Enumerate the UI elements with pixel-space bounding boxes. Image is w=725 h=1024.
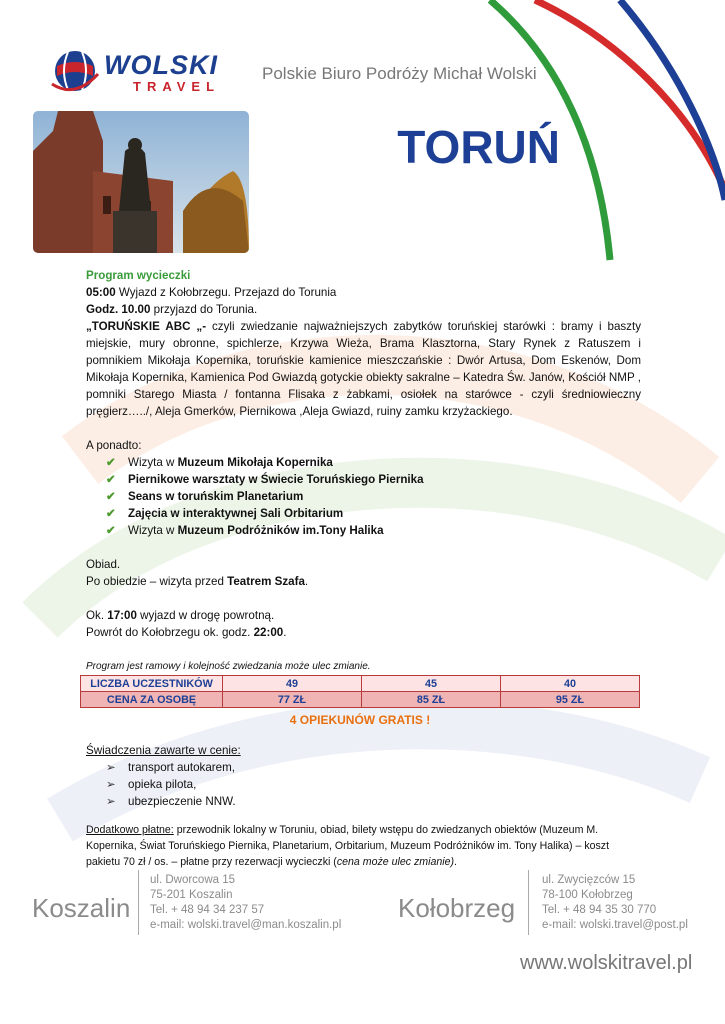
torun-abc-title: „TORUŃSKIE ABC „- — [86, 320, 207, 333]
return-text: Ok. — [86, 609, 108, 622]
extras-list — [86, 454, 641, 539]
included-section — [86, 742, 641, 810]
koszalin-city: Koszalin — [32, 893, 131, 923]
extra-bold: Muzeum Podróżników im.Tony Halika — [177, 524, 384, 537]
list-item — [106, 505, 641, 522]
table-cell: 95 ZŁ — [501, 692, 640, 708]
torun-abc-paragraph — [86, 318, 641, 420]
lunch-line: Obiad. — [86, 558, 121, 571]
logo-brand: WOLSKI — [104, 50, 218, 80]
return-time: 17:00 — [107, 609, 137, 622]
table-cell: 45 — [362, 676, 501, 692]
address-line: ul. Zwycięzców 15 — [542, 874, 636, 886]
program-heading: Program wycieczki — [86, 269, 191, 282]
divider — [138, 870, 139, 935]
list-item — [106, 522, 641, 539]
included-list — [86, 759, 641, 810]
participants-label: LICZBA UCZESTNIKÓW — [81, 676, 223, 692]
arrival-line — [86, 301, 641, 318]
program-section — [86, 267, 641, 675]
table-cell: 40 — [501, 676, 640, 692]
included-heading: Świadczenia zawarte w cenie: — [86, 744, 241, 757]
table-row — [81, 692, 640, 708]
after-lunch-text: Po obiedzie – wizyta przed — [86, 575, 228, 588]
extra-bold: Piernikowe warsztaty w Świecie Toruńskiego Piernika — [128, 473, 424, 486]
list-item — [106, 488, 641, 505]
table-cell: 77 ZŁ — [223, 692, 362, 708]
table-row — [81, 676, 640, 692]
program-note: Program jest ramowy i kolejność zwiedzania może ulec zmianie. — [86, 661, 371, 672]
address-line: ul. Dworcowa 15 — [150, 874, 236, 886]
also-label: A ponadto: — [86, 439, 142, 452]
arrive-line — [86, 624, 641, 641]
extra-paid-text: przewodnik lokalny w Toruniu, obiad, bilety wstępu do zwiedzanych obiektów (Muzeum M. Kopernika, Świat Toruńskiego Piernika, Planetarium, Orbitarium, Muzeum Podróżników im. Tony Halika) – koszt pakietu 70 zł / os. – płatne przy rezerwacji wycieczki ( — [86, 824, 610, 868]
theatre-name: Teatrem Szafa — [227, 575, 305, 588]
address-line: 78-100 Kołobrzeg — [542, 889, 633, 901]
arrive-text: Powrót do Kołobrzegu ok. godz. — [86, 626, 254, 639]
price-table — [80, 675, 640, 708]
arrival-text: przyjazd do Torunia. — [150, 303, 258, 316]
return-line — [86, 607, 641, 624]
arrival-time: Godz. 10.00 — [86, 303, 151, 316]
phone-line: Tel. + 48 94 34 237 57 — [150, 904, 265, 916]
website-link[interactable]: www.wolskitravel.pl — [520, 952, 693, 974]
email-link[interactable]: e-mail: wolski.travel@man.koszalin.pl — [150, 919, 342, 931]
page-title: TORUŃ — [397, 121, 560, 173]
extra-text: Wizyta w — [128, 456, 178, 469]
tagline: Polskie Biuro Podróży Michał Wolski — [262, 64, 537, 83]
after-lunch-end: . — [304, 575, 309, 588]
globe-logo-icon — [48, 44, 102, 98]
extra-paid-label: Dodatkowo płatne: — [86, 824, 174, 836]
extra-text: Wizyta w — [128, 524, 178, 537]
after-lunch-line — [86, 573, 641, 590]
list-item: ➢ transport autokarem, — [106, 759, 641, 776]
extra-paid-section — [86, 822, 641, 870]
gratis-note: 4 OPIEKUNÓW GRATIS ! — [289, 713, 431, 727]
list-item: ➢ opieka pilota, — [106, 776, 641, 793]
list-item — [106, 471, 641, 488]
kolobrzeg-address — [542, 873, 688, 933]
address-line: 75-201 Koszalin — [150, 889, 233, 901]
extra-bold: Seans w toruńskim Planetarium — [128, 490, 304, 503]
price-label: CENA ZA OSOBĘ — [81, 692, 223, 708]
koszalin-address — [150, 873, 341, 933]
table-cell: 49 — [223, 676, 362, 692]
extra-bold: Zajęcia w interaktywnej Sali Orbitarium — [128, 507, 344, 520]
table-cell: 85 ZŁ — [362, 692, 501, 708]
divider — [528, 870, 529, 935]
extra-bold: Muzeum Mikołaja Kopernika — [177, 456, 333, 469]
logo-subtitle: TRAVEL — [133, 79, 221, 94]
departure-text: Wyjazd z Kołobrzegu. Przejazd do Torunia — [115, 286, 337, 299]
torun-abc-text: czyli zwiedzanie najważniejszych zabytków toruńskiej starówki : bramy i baszty miejskie, mury obronne, spichlerze, Krzywa Wieża, Brama Klasztorna, Stary Rynek z Ratuszem i pomnikiem Mikołaja Kopernika, toruńskie kamienice mieszczańskie : Dwór Artusa, Dom Eskenów, Dom Mikołaja Kopernika, Kamienica Pod Gwiazdą gotyckie obiekty sakralne – Katedra Św. Janów, Kościół NMP , pomniki Starego Miasta / fontanna Flisaka z żabkami, osiołek na starówce - czyli średniowieczny pręgierz…../, Aleja Gmerków, Piernikowa ,Aleja Gwiazd, ruiny zamku krzyżackiego. — [86, 320, 641, 418]
email-link[interactable]: e-mail: wolski.travel@post.pl — [542, 919, 688, 931]
departure-time: 05:00 — [86, 286, 116, 299]
arrive-time: 22:00 — [253, 626, 284, 639]
phone-line: Tel. + 48 94 35 30 770 — [542, 904, 657, 916]
arrive-text-end: . — [283, 626, 287, 639]
return-text-end: wyjazd w drogę powrotną. — [136, 609, 275, 622]
list-item — [106, 454, 641, 471]
extra-paid-italic: cena może ulec zmianie) — [336, 856, 455, 868]
list-item: ➢ ubezpieczenie NNW. — [106, 793, 641, 810]
departure-line — [86, 284, 641, 301]
kolobrzeg-city: Kołobrzeg — [398, 893, 516, 923]
extra-paid-end: . — [454, 856, 457, 868]
